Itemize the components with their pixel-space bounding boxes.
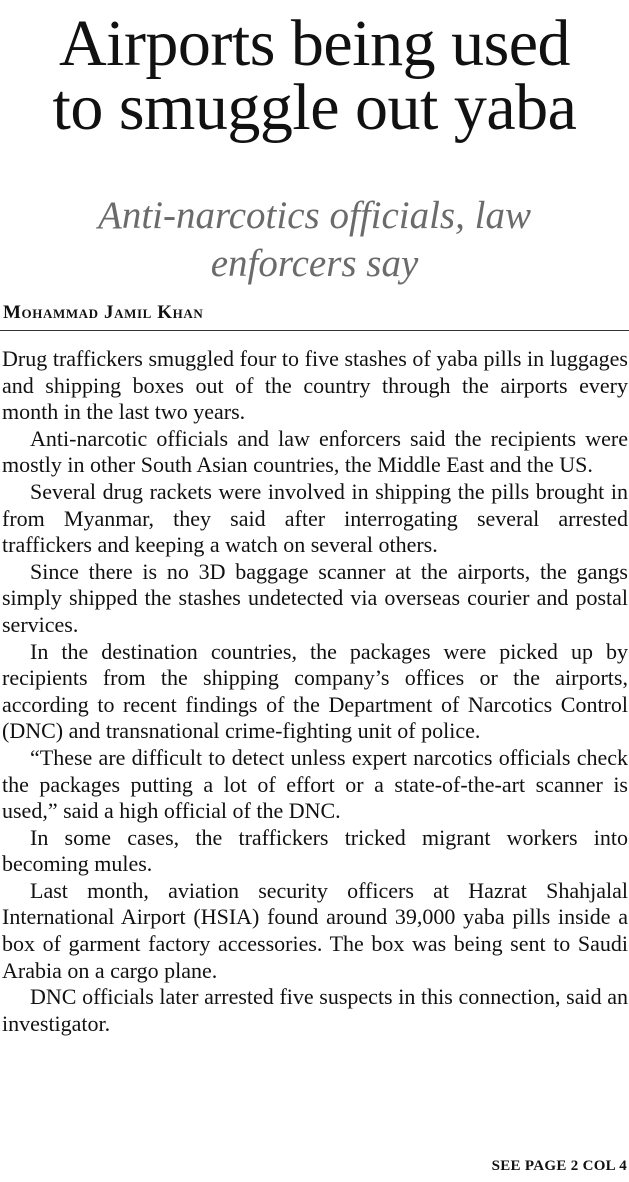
- continued-jump-line: SEE PAGE 2 COL 4: [491, 1158, 627, 1174]
- paragraph: Anti-narcotic officials and law enforcers said the recipients were mostly in other South Asian countries, the Middle East and the US.: [2, 425, 628, 478]
- subheadline: [0, 192, 629, 288]
- paragraph: “These are difficult to detect unless expert narcotics officials check the packages putting a lot of effort or a state-of-the-art scanner is used,” said a high official of the DNC.: [2, 744, 628, 824]
- paragraph: DNC officials later arrested five suspects in this connection, said an investigator.: [2, 984, 628, 1036]
- headline-line-1: Airports being used: [58, 7, 571, 80]
- paragraph: In some cases, the traffickers tricked migrant workers into becoming mules.: [2, 824, 628, 877]
- byline-divider: [0, 330, 629, 331]
- headline-line-2: to smuggle out yaba: [52, 71, 577, 144]
- byline: Mohammad Jamil Khan: [3, 302, 204, 323]
- headline: [0, 7, 629, 144]
- subheadline-line-2: enforcers say: [210, 242, 419, 285]
- paragraph: Since there is no 3D baggage scanner at the airports, the gangs simply shipped the stashes undetected via overseas courier and postal services.: [2, 558, 628, 637]
- paragraph: In the destination countries, the packages were picked up by recipients from the shipping company’s offices or the airports, according to recent findings of the Department of Narcotics Control (DNC) and transnational crime-fighting unit of police.: [2, 638, 628, 744]
- paragraph: Last month, aviation security officers at Hazrat Shahjalal International Airport (HSIA) found around 39,000 yaba pills inside a box of garment factory accessories. The box was being sent to Saudi Arabia on a cargo plane.: [2, 877, 628, 983]
- paragraph: Drug traffickers smuggled four to five stashes of yaba pills in luggages and shipping boxes out of the country through the airports every month in the last two years.: [2, 346, 628, 425]
- subheadline-line-1: Anti-narcotics officials, law: [98, 194, 531, 237]
- paragraph: Several drug rackets were involved in shipping the pills brought in from Myanmar, they said after interrogating several arrested traffickers and keeping a watch on several others.: [2, 478, 628, 558]
- article-body: [2, 346, 628, 1037]
